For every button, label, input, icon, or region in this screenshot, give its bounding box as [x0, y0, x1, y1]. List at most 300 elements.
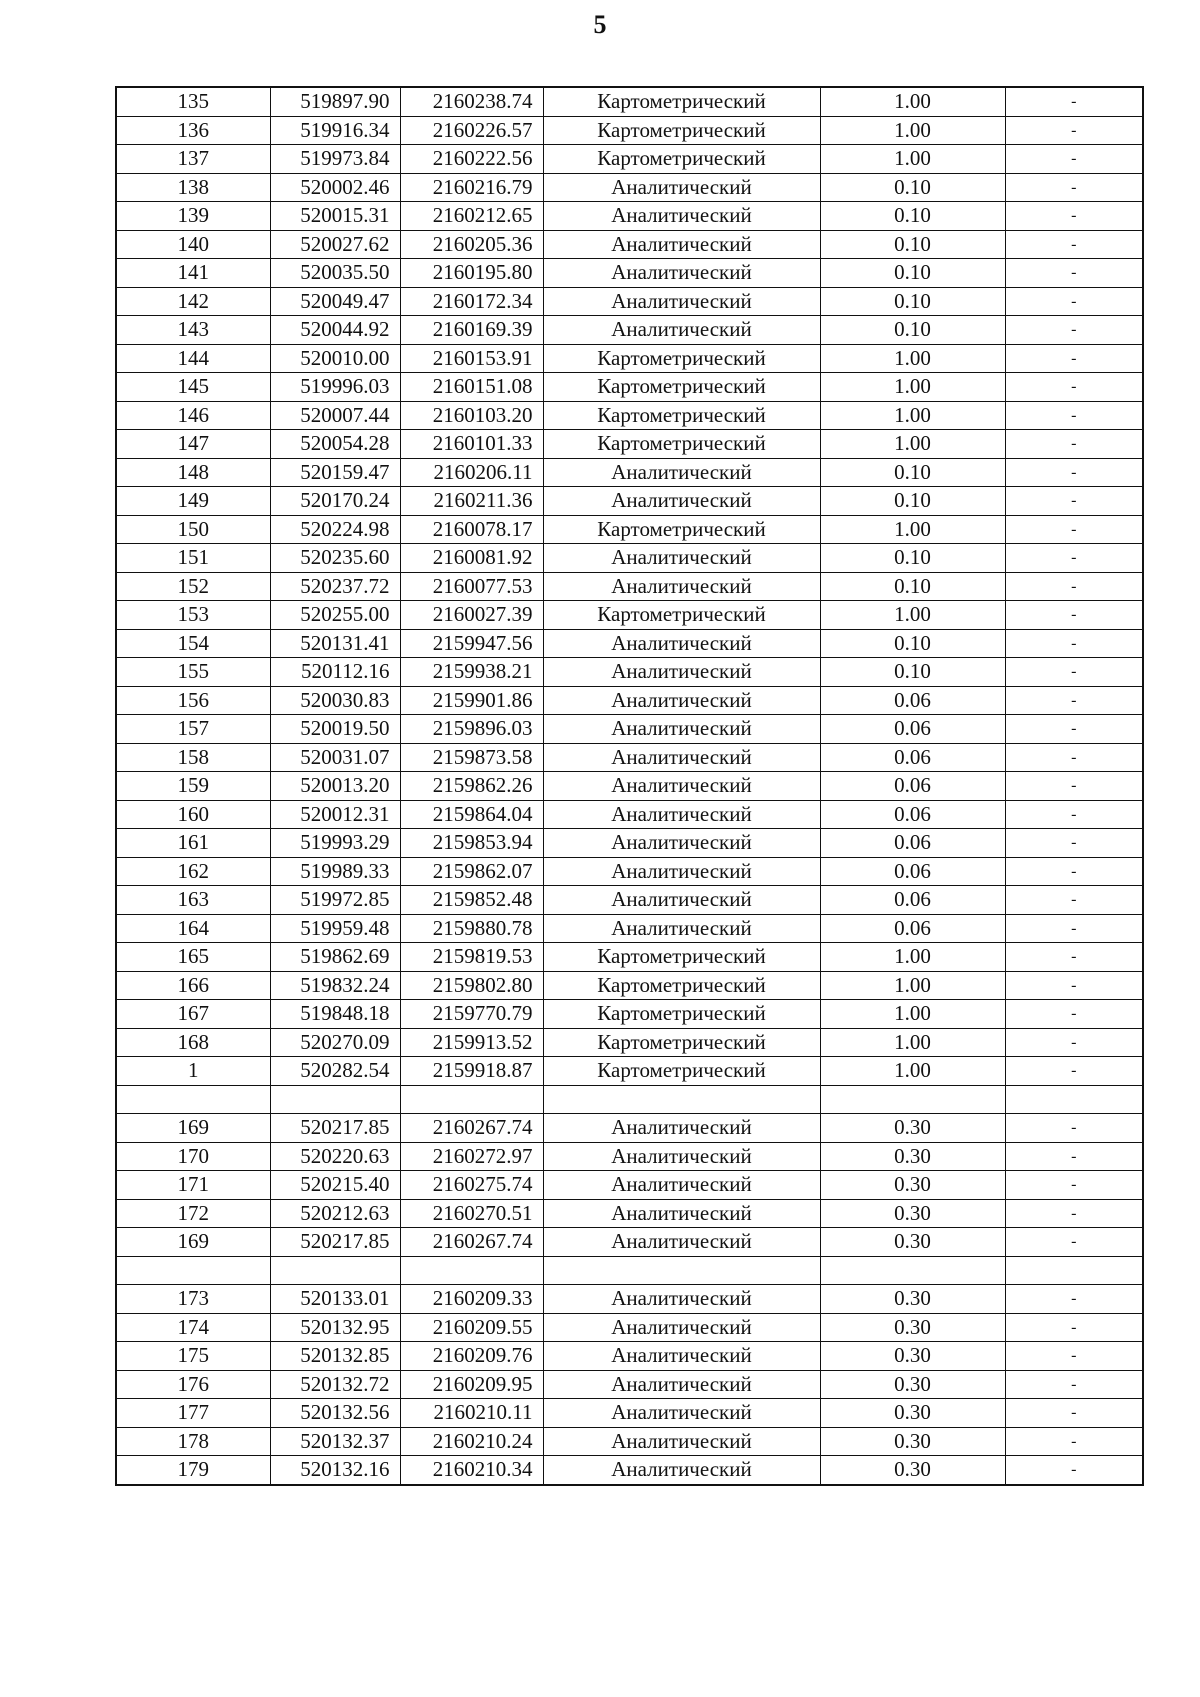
x-coordinate-cell: 519996.03 [270, 373, 400, 402]
table-row [116, 1114, 1143, 1143]
empty-cell [270, 1256, 400, 1285]
description-cell: - [1005, 1228, 1143, 1257]
y-coordinate-cell: 2160210.11 [400, 1399, 543, 1428]
table-row [116, 1000, 1143, 1029]
point-number-cell: 169 [116, 1228, 270, 1257]
y-coordinate-cell: 2160081.92 [400, 544, 543, 573]
point-number-cell: 164 [116, 914, 270, 943]
x-coordinate-cell: 519897.90 [270, 87, 400, 116]
table-row [116, 772, 1143, 801]
method-cell: Картометрический [543, 601, 820, 630]
accuracy-cell: 0.06 [820, 886, 1005, 915]
method-cell: Аналитический [543, 202, 820, 231]
point-number-cell: 161 [116, 829, 270, 858]
table-row [116, 1399, 1143, 1428]
description-cell: - [1005, 629, 1143, 658]
empty-cell [270, 1085, 400, 1114]
description-cell: - [1005, 458, 1143, 487]
table-row [116, 1028, 1143, 1057]
description-cell: - [1005, 1142, 1143, 1171]
y-coordinate-cell: 2160216.79 [400, 173, 543, 202]
table-row [116, 230, 1143, 259]
y-coordinate-cell: 2160275.74 [400, 1171, 543, 1200]
method-cell: Аналитический [543, 1313, 820, 1342]
method-cell: Картометрический [543, 430, 820, 459]
x-coordinate-cell: 520015.31 [270, 202, 400, 231]
point-number-cell: 155 [116, 658, 270, 687]
x-coordinate-cell: 520132.85 [270, 1342, 400, 1371]
method-cell: Аналитический [543, 1370, 820, 1399]
table-row [116, 344, 1143, 373]
point-number-cell: 167 [116, 1000, 270, 1029]
method-cell: Картометрический [543, 401, 820, 430]
table-row [116, 1313, 1143, 1342]
method-cell: Аналитический [543, 658, 820, 687]
y-coordinate-cell: 2159896.03 [400, 715, 543, 744]
table-row [116, 373, 1143, 402]
method-cell: Аналитический [543, 1285, 820, 1314]
point-number-cell: 144 [116, 344, 270, 373]
y-coordinate-cell: 2160267.74 [400, 1114, 543, 1143]
x-coordinate-cell: 520235.60 [270, 544, 400, 573]
x-coordinate-cell: 520217.85 [270, 1228, 400, 1257]
point-number-cell: 138 [116, 173, 270, 202]
empty-cell [1005, 1256, 1143, 1285]
description-cell: - [1005, 743, 1143, 772]
coordinates-table [115, 86, 1144, 1486]
y-coordinate-cell: 2160153.91 [400, 344, 543, 373]
point-number-cell: 154 [116, 629, 270, 658]
x-coordinate-cell: 520217.85 [270, 1114, 400, 1143]
description-cell: - [1005, 1456, 1143, 1485]
method-cell: Аналитический [543, 743, 820, 772]
x-coordinate-cell: 520044.92 [270, 316, 400, 345]
table-row [116, 686, 1143, 715]
accuracy-cell: 1.00 [820, 1057, 1005, 1086]
table-row [116, 1342, 1143, 1371]
table-row [116, 629, 1143, 658]
method-cell: Аналитический [543, 772, 820, 801]
table-row [116, 145, 1143, 174]
separator-row [116, 1256, 1143, 1285]
table-row [116, 601, 1143, 630]
point-number-cell: 145 [116, 373, 270, 402]
method-cell: Аналитический [543, 629, 820, 658]
x-coordinate-cell: 520133.01 [270, 1285, 400, 1314]
accuracy-cell: 1.00 [820, 1000, 1005, 1029]
table-row [116, 914, 1143, 943]
point-number-cell: 139 [116, 202, 270, 231]
point-number-cell: 148 [116, 458, 270, 487]
y-coordinate-cell: 2160151.08 [400, 373, 543, 402]
accuracy-cell: 0.30 [820, 1142, 1005, 1171]
y-coordinate-cell: 2159873.58 [400, 743, 543, 772]
description-cell: - [1005, 87, 1143, 116]
separator-row [116, 1085, 1143, 1114]
description-cell: - [1005, 202, 1143, 231]
x-coordinate-cell: 520282.54 [270, 1057, 400, 1086]
method-cell: Аналитический [543, 1427, 820, 1456]
y-coordinate-cell: 2160103.20 [400, 401, 543, 430]
accuracy-cell: 0.06 [820, 914, 1005, 943]
method-cell: Картометрический [543, 116, 820, 145]
point-number-cell: 1 [116, 1057, 270, 1086]
method-cell: Картометрический [543, 145, 820, 174]
method-cell: Аналитический [543, 572, 820, 601]
y-coordinate-cell: 2160172.34 [400, 287, 543, 316]
empty-cell [116, 1085, 270, 1114]
x-coordinate-cell: 520012.31 [270, 800, 400, 829]
method-cell: Картометрический [543, 943, 820, 972]
point-number-cell: 152 [116, 572, 270, 601]
point-number-cell: 143 [116, 316, 270, 345]
description-cell: - [1005, 230, 1143, 259]
accuracy-cell: 1.00 [820, 971, 1005, 1000]
point-number-cell: 135 [116, 87, 270, 116]
table-row [116, 259, 1143, 288]
x-coordinate-cell: 520159.47 [270, 458, 400, 487]
accuracy-cell: 0.30 [820, 1114, 1005, 1143]
table-row [116, 544, 1143, 573]
accuracy-cell: 0.30 [820, 1171, 1005, 1200]
accuracy-cell: 0.30 [820, 1399, 1005, 1428]
point-number-cell: 162 [116, 857, 270, 886]
point-number-cell: 159 [116, 772, 270, 801]
method-cell: Аналитический [543, 316, 820, 345]
description-cell: - [1005, 544, 1143, 573]
description-cell: - [1005, 145, 1143, 174]
method-cell: Аналитический [543, 914, 820, 943]
point-number-cell: 165 [116, 943, 270, 972]
accuracy-cell: 0.06 [820, 857, 1005, 886]
table-row [116, 1285, 1143, 1314]
accuracy-cell: 0.06 [820, 829, 1005, 858]
y-coordinate-cell: 2159770.79 [400, 1000, 543, 1029]
table-row [116, 1456, 1143, 1485]
x-coordinate-cell: 520019.50 [270, 715, 400, 744]
method-cell: Аналитический [543, 259, 820, 288]
method-cell: Аналитический [543, 1171, 820, 1200]
table-row [116, 173, 1143, 202]
y-coordinate-cell: 2160195.80 [400, 259, 543, 288]
description-cell: - [1005, 401, 1143, 430]
table-row [116, 1228, 1143, 1257]
x-coordinate-cell: 520035.50 [270, 259, 400, 288]
description-cell: - [1005, 572, 1143, 601]
y-coordinate-cell: 2159880.78 [400, 914, 543, 943]
method-cell: Аналитический [543, 1199, 820, 1228]
table-row [116, 316, 1143, 345]
method-cell: Аналитический [543, 1342, 820, 1371]
y-coordinate-cell: 2160210.24 [400, 1427, 543, 1456]
x-coordinate-cell: 520010.00 [270, 344, 400, 373]
accuracy-cell: 1.00 [820, 601, 1005, 630]
method-cell: Аналитический [543, 1399, 820, 1428]
method-cell: Аналитический [543, 173, 820, 202]
y-coordinate-cell: 2160212.65 [400, 202, 543, 231]
description-cell: - [1005, 658, 1143, 687]
point-number-cell: 168 [116, 1028, 270, 1057]
accuracy-cell: 1.00 [820, 116, 1005, 145]
coordinates-table-body [116, 87, 1143, 1485]
table-row [116, 658, 1143, 687]
x-coordinate-cell: 520007.44 [270, 401, 400, 430]
accuracy-cell: 0.10 [820, 230, 1005, 259]
description-cell: - [1005, 686, 1143, 715]
point-number-cell: 153 [116, 601, 270, 630]
y-coordinate-cell: 2159862.26 [400, 772, 543, 801]
x-coordinate-cell: 520212.63 [270, 1199, 400, 1228]
x-coordinate-cell: 519832.24 [270, 971, 400, 1000]
description-cell: - [1005, 116, 1143, 145]
y-coordinate-cell: 2159864.04 [400, 800, 543, 829]
method-cell: Картометрический [543, 971, 820, 1000]
accuracy-cell: 0.10 [820, 629, 1005, 658]
description-cell: - [1005, 914, 1143, 943]
x-coordinate-cell: 519848.18 [270, 1000, 400, 1029]
point-number-cell: 175 [116, 1342, 270, 1371]
accuracy-cell: 0.06 [820, 743, 1005, 772]
method-cell: Картометрический [543, 1000, 820, 1029]
point-number-cell: 176 [116, 1370, 270, 1399]
description-cell: - [1005, 1342, 1143, 1371]
method-cell: Аналитический [543, 829, 820, 858]
accuracy-cell: 1.00 [820, 943, 1005, 972]
description-cell: - [1005, 259, 1143, 288]
x-coordinate-cell: 520220.63 [270, 1142, 400, 1171]
point-number-cell: 136 [116, 116, 270, 145]
x-coordinate-cell: 520132.16 [270, 1456, 400, 1485]
accuracy-cell: 0.10 [820, 658, 1005, 687]
table-row [116, 572, 1143, 601]
y-coordinate-cell: 2160210.34 [400, 1456, 543, 1485]
y-coordinate-cell: 2159947.56 [400, 629, 543, 658]
y-coordinate-cell: 2159918.87 [400, 1057, 543, 1086]
point-number-cell: 156 [116, 686, 270, 715]
x-coordinate-cell: 520215.40 [270, 1171, 400, 1200]
table-row [116, 943, 1143, 972]
table-row [116, 1171, 1143, 1200]
empty-cell [400, 1085, 543, 1114]
y-coordinate-cell: 2159819.53 [400, 943, 543, 972]
description-cell: - [1005, 715, 1143, 744]
point-number-cell: 169 [116, 1114, 270, 1143]
description-cell: - [1005, 173, 1143, 202]
table-row [116, 287, 1143, 316]
x-coordinate-cell: 519972.85 [270, 886, 400, 915]
accuracy-cell: 0.10 [820, 287, 1005, 316]
accuracy-cell: 0.06 [820, 686, 1005, 715]
accuracy-cell: 0.10 [820, 259, 1005, 288]
x-coordinate-cell: 520237.72 [270, 572, 400, 601]
x-coordinate-cell: 520132.72 [270, 1370, 400, 1399]
y-coordinate-cell: 2160238.74 [400, 87, 543, 116]
y-coordinate-cell: 2159802.80 [400, 971, 543, 1000]
point-number-cell: 178 [116, 1427, 270, 1456]
point-number-cell: 146 [116, 401, 270, 430]
description-cell: - [1005, 857, 1143, 886]
empty-cell [400, 1256, 543, 1285]
accuracy-cell: 1.00 [820, 344, 1005, 373]
accuracy-cell: 0.10 [820, 458, 1005, 487]
y-coordinate-cell: 2160209.76 [400, 1342, 543, 1371]
y-coordinate-cell: 2159901.86 [400, 686, 543, 715]
description-cell: - [1005, 971, 1143, 1000]
y-coordinate-cell: 2160267.74 [400, 1228, 543, 1257]
empty-cell [543, 1256, 820, 1285]
description-cell: - [1005, 1171, 1143, 1200]
accuracy-cell: 1.00 [820, 430, 1005, 459]
description-cell: - [1005, 316, 1143, 345]
method-cell: Картометрический [543, 1057, 820, 1086]
method-cell: Аналитический [543, 800, 820, 829]
table-row [116, 1199, 1143, 1228]
table-row [116, 971, 1143, 1000]
y-coordinate-cell: 2159913.52 [400, 1028, 543, 1057]
accuracy-cell: 0.10 [820, 572, 1005, 601]
accuracy-cell: 0.10 [820, 316, 1005, 345]
accuracy-cell: 0.10 [820, 544, 1005, 573]
point-number-cell: 137 [116, 145, 270, 174]
description-cell: - [1005, 886, 1143, 915]
accuracy-cell: 0.30 [820, 1228, 1005, 1257]
accuracy-cell: 1.00 [820, 87, 1005, 116]
table-row [116, 1370, 1143, 1399]
table-row [116, 886, 1143, 915]
empty-cell [543, 1085, 820, 1114]
table-row [116, 116, 1143, 145]
description-cell: - [1005, 1399, 1143, 1428]
description-cell: - [1005, 373, 1143, 402]
point-number-cell: 163 [116, 886, 270, 915]
point-number-cell: 174 [116, 1313, 270, 1342]
table-row [116, 829, 1143, 858]
method-cell: Аналитический [543, 458, 820, 487]
method-cell: Аналитический [543, 1142, 820, 1171]
table-row [116, 430, 1143, 459]
x-coordinate-cell: 520270.09 [270, 1028, 400, 1057]
y-coordinate-cell: 2160101.33 [400, 430, 543, 459]
x-coordinate-cell: 519862.69 [270, 943, 400, 972]
y-coordinate-cell: 2160078.17 [400, 515, 543, 544]
description-cell: - [1005, 1427, 1143, 1456]
method-cell: Аналитический [543, 1456, 820, 1485]
description-cell: - [1005, 1114, 1143, 1143]
x-coordinate-cell: 519916.34 [270, 116, 400, 145]
x-coordinate-cell: 520031.07 [270, 743, 400, 772]
table-row [116, 458, 1143, 487]
description-cell: - [1005, 601, 1143, 630]
description-cell: - [1005, 287, 1143, 316]
accuracy-cell: 0.30 [820, 1456, 1005, 1485]
y-coordinate-cell: 2160209.55 [400, 1313, 543, 1342]
x-coordinate-cell: 520054.28 [270, 430, 400, 459]
point-number-cell: 170 [116, 1142, 270, 1171]
accuracy-cell: 0.30 [820, 1285, 1005, 1314]
method-cell: Аналитический [543, 715, 820, 744]
y-coordinate-cell: 2160205.36 [400, 230, 543, 259]
y-coordinate-cell: 2159938.21 [400, 658, 543, 687]
point-number-cell: 160 [116, 800, 270, 829]
table-row [116, 487, 1143, 516]
table-row [116, 401, 1143, 430]
description-cell: - [1005, 943, 1143, 972]
x-coordinate-cell: 520255.00 [270, 601, 400, 630]
point-number-cell: 147 [116, 430, 270, 459]
point-number-cell: 166 [116, 971, 270, 1000]
point-number-cell: 172 [116, 1199, 270, 1228]
x-coordinate-cell: 520132.37 [270, 1427, 400, 1456]
table-row [116, 857, 1143, 886]
accuracy-cell: 0.10 [820, 173, 1005, 202]
y-coordinate-cell: 2160077.53 [400, 572, 543, 601]
accuracy-cell: 0.10 [820, 202, 1005, 231]
x-coordinate-cell: 520132.95 [270, 1313, 400, 1342]
table-row [116, 87, 1143, 116]
description-cell: - [1005, 487, 1143, 516]
description-cell: - [1005, 1057, 1143, 1086]
accuracy-cell: 0.06 [820, 772, 1005, 801]
accuracy-cell: 0.06 [820, 715, 1005, 744]
point-number-cell: 140 [116, 230, 270, 259]
x-coordinate-cell: 520131.41 [270, 629, 400, 658]
page-number: 5 [593, 10, 607, 39]
method-cell: Картометрический [543, 515, 820, 544]
accuracy-cell: 1.00 [820, 1028, 1005, 1057]
table-row [116, 1427, 1143, 1456]
table-row [116, 202, 1143, 231]
description-cell: - [1005, 1285, 1143, 1314]
y-coordinate-cell: 2160027.39 [400, 601, 543, 630]
point-number-cell: 171 [116, 1171, 270, 1200]
point-number-cell: 179 [116, 1456, 270, 1485]
table-row [116, 515, 1143, 544]
description-cell: - [1005, 829, 1143, 858]
accuracy-cell: 0.30 [820, 1370, 1005, 1399]
point-number-cell: 157 [116, 715, 270, 744]
x-coordinate-cell: 519989.33 [270, 857, 400, 886]
y-coordinate-cell: 2160169.39 [400, 316, 543, 345]
y-coordinate-cell: 2160270.51 [400, 1199, 543, 1228]
description-cell: - [1005, 1028, 1143, 1057]
description-cell: - [1005, 430, 1143, 459]
point-number-cell: 158 [116, 743, 270, 772]
table-row [116, 1057, 1143, 1086]
method-cell: Аналитический [543, 487, 820, 516]
method-cell: Аналитический [543, 1114, 820, 1143]
x-coordinate-cell: 520002.46 [270, 173, 400, 202]
x-coordinate-cell: 520013.20 [270, 772, 400, 801]
y-coordinate-cell: 2160272.97 [400, 1142, 543, 1171]
description-cell: - [1005, 1370, 1143, 1399]
description-cell: - [1005, 800, 1143, 829]
method-cell: Аналитический [543, 287, 820, 316]
y-coordinate-cell: 2160226.57 [400, 116, 543, 145]
x-coordinate-cell: 519959.48 [270, 914, 400, 943]
empty-cell [820, 1256, 1005, 1285]
description-cell: - [1005, 1199, 1143, 1228]
accuracy-cell: 0.30 [820, 1199, 1005, 1228]
y-coordinate-cell: 2160206.11 [400, 458, 543, 487]
description-cell: - [1005, 772, 1143, 801]
accuracy-cell: 0.06 [820, 800, 1005, 829]
x-coordinate-cell: 520112.16 [270, 658, 400, 687]
x-coordinate-cell: 520049.47 [270, 287, 400, 316]
table-row [116, 715, 1143, 744]
y-coordinate-cell: 2159853.94 [400, 829, 543, 858]
description-cell: - [1005, 1313, 1143, 1342]
y-coordinate-cell: 2160209.95 [400, 1370, 543, 1399]
